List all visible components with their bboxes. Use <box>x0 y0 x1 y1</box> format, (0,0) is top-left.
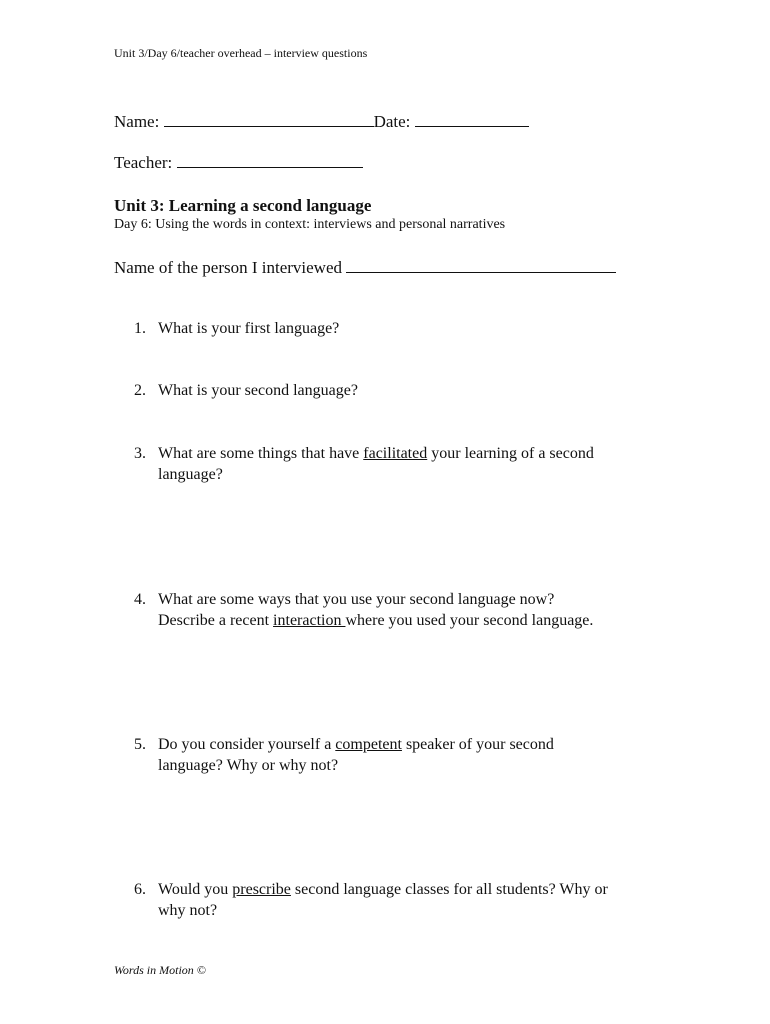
teacher-blank[interactable] <box>177 152 363 168</box>
question-text <box>158 879 674 921</box>
unit-title: Unit 3: Learning a second language <box>114 196 372 215</box>
question-text-line2: language? <box>158 466 223 483</box>
question-number: 6. <box>134 881 146 898</box>
question-text-post: where you used your second language. <box>345 612 594 629</box>
name-label: Name: <box>114 112 160 131</box>
name-date-row <box>114 111 529 132</box>
interviewee-row <box>114 257 616 278</box>
question-5 <box>134 734 674 776</box>
question-text <box>158 589 674 631</box>
question-number: 3. <box>134 445 146 462</box>
question-text-line2: language? Why or why not? <box>158 757 339 774</box>
question-3 <box>134 443 674 485</box>
interviewee-blank[interactable] <box>346 257 616 273</box>
date-blank[interactable] <box>415 111 529 127</box>
interviewee-label: Name of the person I interviewed <box>114 258 342 277</box>
vocab-term: prescribe <box>232 881 291 898</box>
question-number: 1. <box>134 320 146 337</box>
vocab-term: competent <box>335 736 402 753</box>
question-1 <box>134 318 674 339</box>
question-text: What is your second language? <box>158 382 358 399</box>
question-text-pre: Do you consider yourself a <box>158 736 336 753</box>
question-text-post: second language classes for all students? Why or <box>290 881 608 898</box>
vocab-term: facilitated <box>363 445 428 462</box>
question-number: 5. <box>134 736 146 753</box>
question-text-post: speaker of your second <box>401 736 554 753</box>
teacher-row <box>114 152 363 173</box>
date-label: Date: <box>373 112 411 131</box>
vocab-term: interaction <box>273 612 346 629</box>
question-text-post: your learning of a second <box>427 445 594 462</box>
teacher-label: Teacher: <box>114 153 173 172</box>
name-blank[interactable] <box>164 111 374 127</box>
page-footer: Words in Motion © <box>114 963 206 977</box>
question-text-pre: What are some things that have <box>158 445 364 462</box>
question-number: 4. <box>134 591 146 608</box>
question-6 <box>134 879 674 921</box>
question-number: 2. <box>134 382 146 399</box>
question-4 <box>134 589 674 631</box>
question-text-pre: Would you <box>158 881 233 898</box>
question-text-line1: What are some ways that you use your second language now? <box>158 591 555 608</box>
question-text: What is your first language? <box>158 320 340 337</box>
question-text-line2: why not? <box>158 902 218 919</box>
question-text <box>158 443 674 485</box>
page-header: Unit 3/Day 6/teacher overhead – interview questions <box>114 46 368 60</box>
unit-subtitle: Day 6: Using the words in context: interviews and personal narratives <box>114 217 506 232</box>
question-text-pre: Describe a recent <box>158 612 274 629</box>
question-text <box>158 734 674 776</box>
question-2 <box>134 380 674 401</box>
